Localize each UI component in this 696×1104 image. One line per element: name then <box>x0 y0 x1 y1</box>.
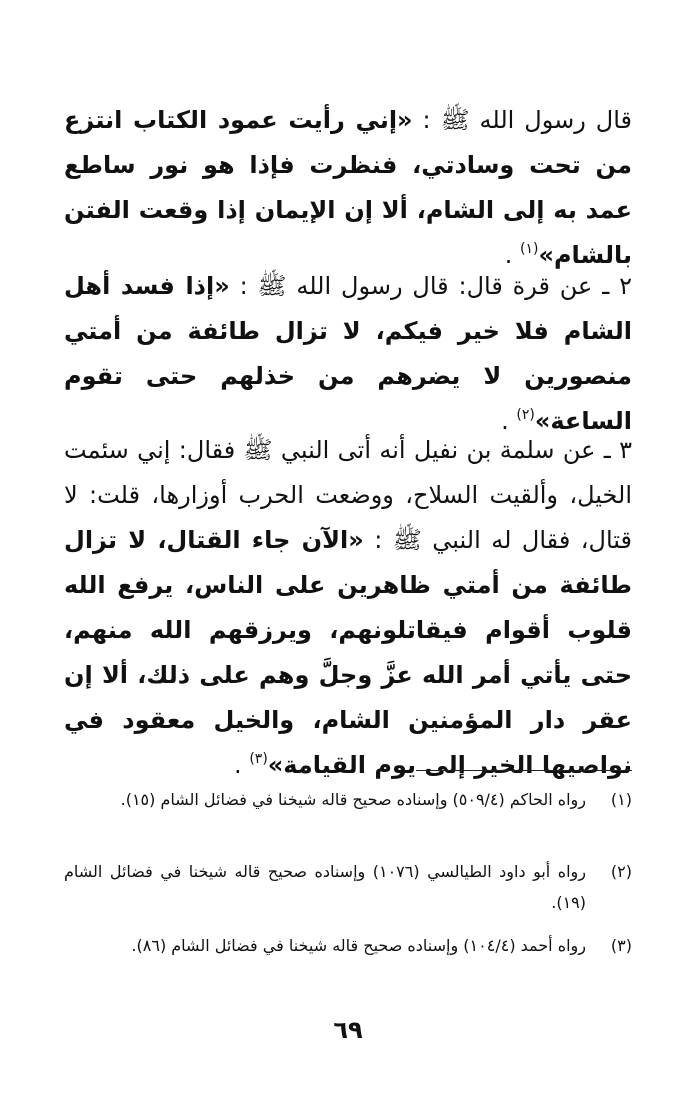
end-mark: . <box>234 751 250 779</box>
footnote-1 <box>64 784 632 815</box>
footnote-number: (٣) <box>610 936 632 955</box>
footnote-2 <box>64 856 632 918</box>
hadith-paragraph-2 <box>64 264 632 444</box>
hadith-paragraph-3 <box>64 428 632 788</box>
narration-intro: ٢ ـ عن قرة قال: قال رسول الله ﷺ : <box>229 272 633 300</box>
hadith-text: «إذا فسد أهل الشام فلا خير فيكم، لا تزال طائفة من أمتي منصورين لا يضرهم من خذلهم حتى تقوم الساعة» <box>64 272 632 435</box>
footnote-number: (٢) <box>610 862 632 881</box>
footnote-text: رواه أبو داود الطيالسي (١٠٧٦) وإسناده صحيح قاله شيخنا في فضائل الشام (١٩). <box>64 862 586 912</box>
end-mark: . <box>501 407 517 435</box>
page-number: ٦٩ <box>333 1016 363 1044</box>
footnote-text: رواه الحاكم (٥٠٩/٤) وإسناده صحيح قاله شيخنا في فضائل الشام (١٥). <box>120 790 586 809</box>
footnote-text: رواه أحمد (١٠٤/٤) وإسناده صحيح قاله شيخنا في فضائل الشام (٨٦). <box>131 936 586 955</box>
narration-intro: قال رسول الله ﷺ : <box>412 106 632 134</box>
narration-intro: ٣ ـ عن سلمة بن نفيل أنه أتى النبي ﷺ فقال: إني سئمت الخيل، وألقيت السلاح، ووضعت الحرب أوزارها، قلت: لا قتال، فقال له النبي ﷺ : <box>64 436 632 554</box>
footnote-number: (١) <box>610 790 632 809</box>
hadith-text: «إني رأيت عمود الكتاب انتزع من تحت وسادتي، فنظرت فإذا هو نور ساطع عمد به إلى الشام، ألا إن الإيمان إذا وقعت الفتن بالشام» <box>64 106 632 269</box>
footnote-3 <box>64 930 632 961</box>
hadith-paragraph-1 <box>64 98 632 278</box>
footnote-ref: (٣) <box>249 751 268 767</box>
footnote-ref: (٢) <box>516 407 535 423</box>
end-mark: . <box>504 241 520 269</box>
hadith-text: «الآن جاء القتال، لا تزال طائفة من أمتي ظاهرين على الناس، يرفع الله قلوب أقوام فيقاتلونهم، ويرزقهم الله منهم، حتى يأتي أمر الله عزَّ وجلَّ وهم على ذلك، ألا إن عقر دار المؤمنين الشام، والخيل معقود في نواصيها الخير إلى يوم القيامة» <box>64 526 632 779</box>
footnote-divider <box>416 770 632 771</box>
footnote-ref: (١) <box>519 241 539 257</box>
